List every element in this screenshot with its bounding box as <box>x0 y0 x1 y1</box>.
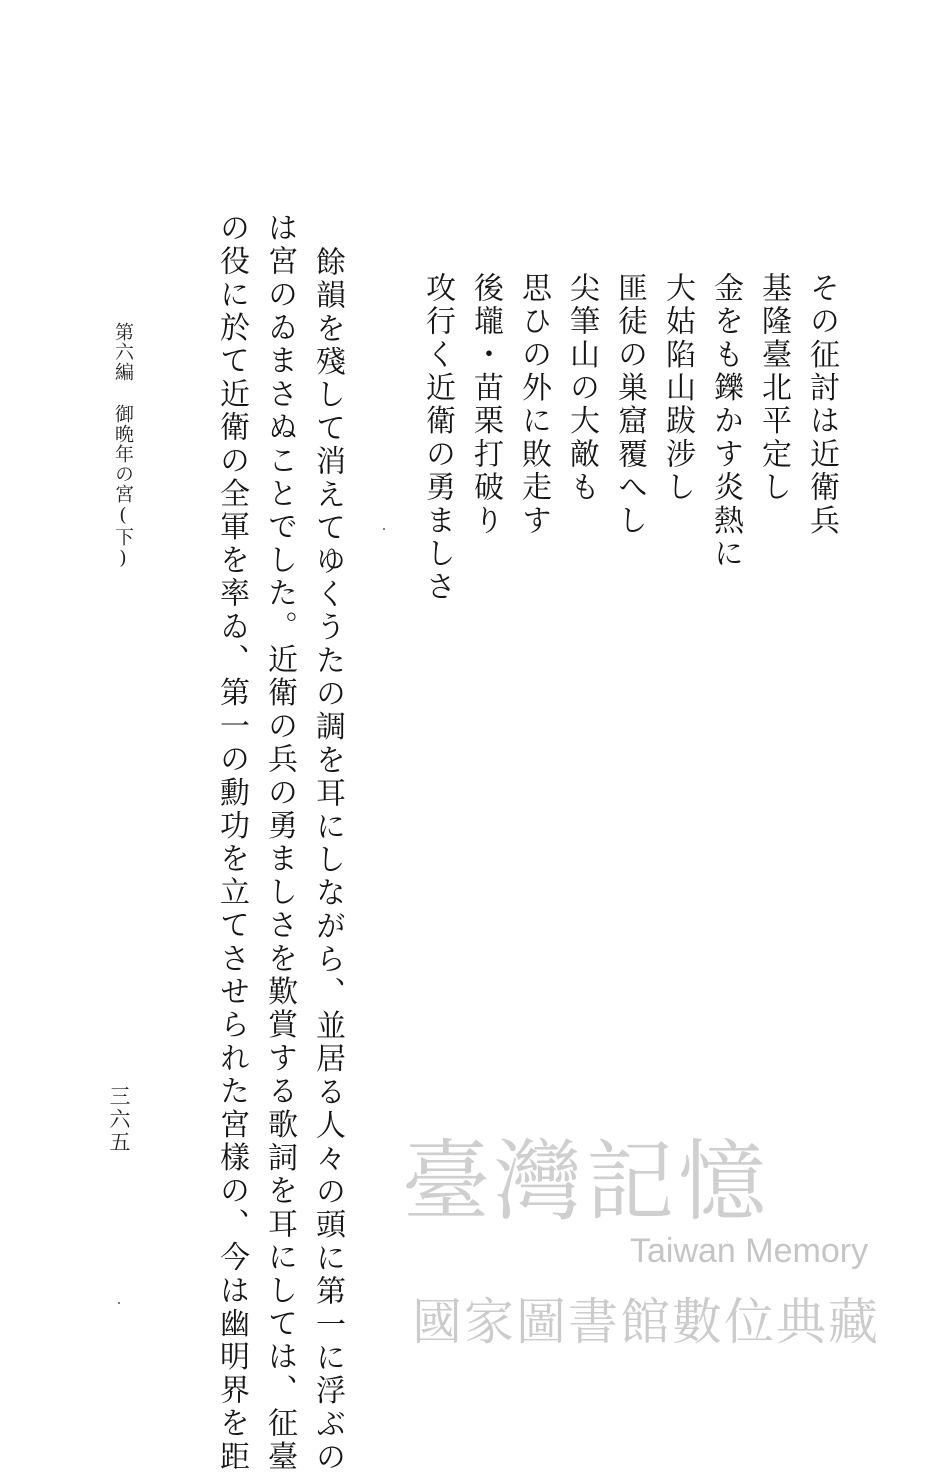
header-title: 御晩年の宮(下) <box>112 404 134 570</box>
running-header <box>110 322 137 570</box>
scan-speck <box>118 1302 120 1304</box>
poem-line-7: 思ひの外に敗走す <box>516 272 551 538</box>
poem-line-6: 尖筆山の大敵も <box>564 272 599 505</box>
watermark-chinese: 臺灣記憶 <box>402 1130 771 1233</box>
scan-speck <box>383 528 385 530</box>
poem-line-4: 大姑陷山跋涉し <box>660 272 695 505</box>
poem-line-5: 匪徒の巣窟覆へし <box>612 272 647 538</box>
watermark-english: Taiwan Memory <box>630 1232 869 1270</box>
watermark-subtitle: 國家圖書館數位典藏 <box>412 1294 880 1350</box>
prose-line-2: は宮のゐまさぬことでした。近衛の兵の勇ましさを歎賞する歌詞を耳にしては、征臺 <box>262 212 297 1474</box>
poem-line-1: その征討は近衛兵 <box>804 272 839 538</box>
prose-line-3: の役に於て近衛の全軍を率ゐ、第一の勳功を立てさせられた宮樣の、今は幽明界を距 <box>214 212 249 1474</box>
poem-line-9: 攻行く近衛の勇ましさ <box>420 272 455 604</box>
page-number: 三六五 <box>107 1085 131 1154</box>
header-section: 第六編 <box>112 322 134 382</box>
poem-line-2: 基隆臺北平定し <box>756 272 791 505</box>
poem-line-3: 金をも鑠かす炎熱に <box>708 272 743 571</box>
prose-line-1: 餘韻を殘して消えてゆくうたの調を耳にしながら、並居る人々の頭に第一に浮ぶの <box>310 246 345 1474</box>
poem-line-8: 後壠・苗栗打破り <box>468 272 503 538</box>
